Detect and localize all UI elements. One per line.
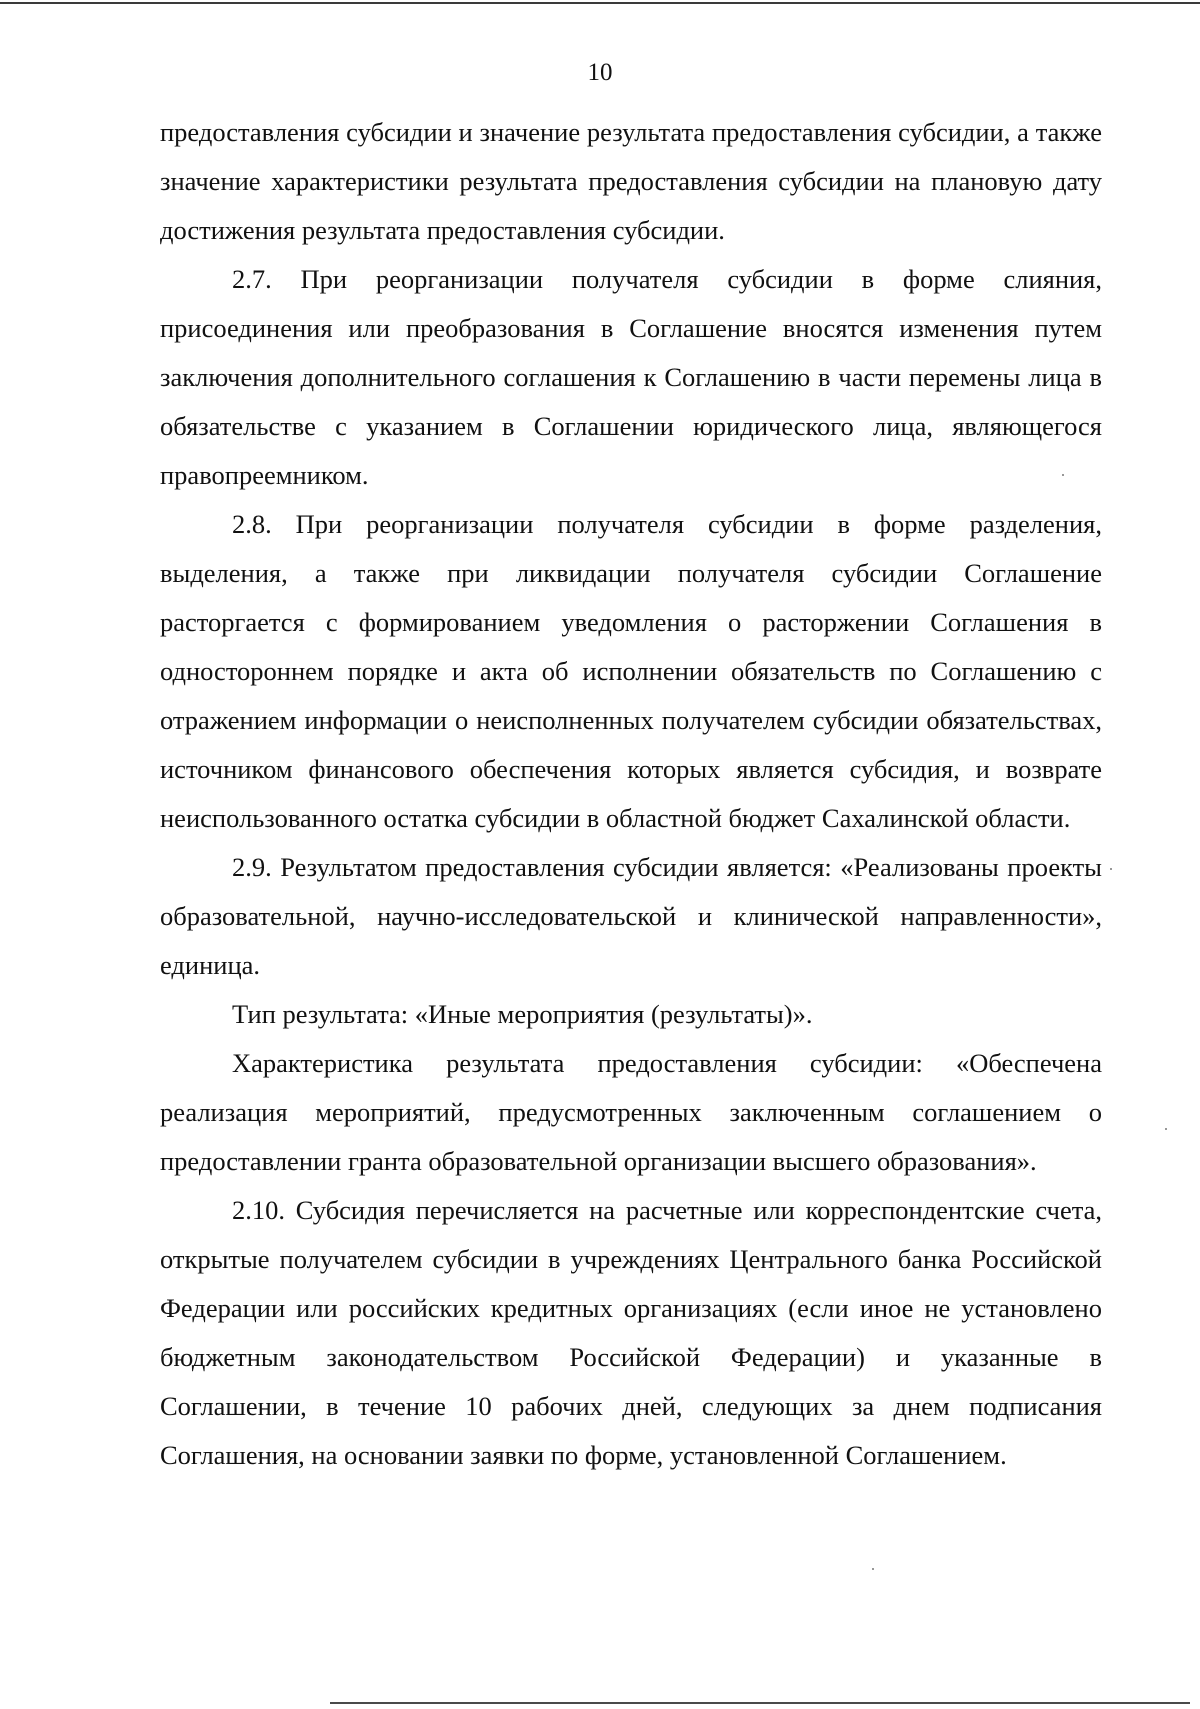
- page-number: 10: [587, 59, 613, 86]
- paragraph-continuation: предоставления субсидии и значение результата предоставления субсидии, а также значение характеристики результата предоставления субсидии на плановую дату достижения результата предоставления субсидии.: [160, 117, 1102, 245]
- paragraph-clause-2-10: 2.10. Субсидия перечисляется на расчетные или корреспондентские счета, открытые получателем субсидии в учреждениях Центрального банка Российской Федерации или российских кредитных организациях (если иное не установлено бюджетным законодательством Российской Федерации) и указанные в Соглашении, в течение 10 рабочих дней, следующих за днем подписания Соглашения, на основании заявки по форме, установленной Соглашением.: [160, 1195, 1102, 1470]
- top-scan-edge: [0, 2, 1200, 4]
- scan-speck: [1110, 868, 1112, 870]
- paragraph-clause-2-9: 2.9. Результатом предоставления субсидии является: «Реализованы проекты образовательной, научно-исследовательской и клинической направленности», единица.: [160, 852, 1102, 980]
- scan-speck: [872, 1568, 874, 1570]
- paragraph-clause-2-7: 2.7. При реорганизации получателя субсидии в форме слияния, присоединения или преобразования в Соглашение вносятся изменения путем заключения дополнительного соглашения к Соглашению в части перемены лица в обязательстве с указанием в Соглашении юридического лица, являющегося правопреемником.: [160, 264, 1102, 490]
- paragraph-clause-2-8: 2.8. При реорганизации получателя субсидии в форме разделения, выделения, а также при ликвидации получателя субсидии Соглашение расторгается с формированием уведомления о расторжении Соглашения в одностороннем порядке и акта об исполнении обязательств по Соглашению с отражением информации о неисполненных получателем субсидии обязательствах, источником финансового обеспечения которых является субсидия, и возврате неиспользованного остатка субсидии в областной бюджет Сахалинской области.: [160, 509, 1102, 833]
- scan-speck: [1165, 1128, 1167, 1130]
- paragraph-result-type: Тип результата: «Иные мероприятия (результаты)».: [232, 999, 813, 1029]
- document-body: [160, 108, 1102, 1480]
- paragraph-result-characteristic: Характеристика результата предоставления субсидии: «Обеспечена реализация мероприятий, предусмотренных заключенным соглашением о предоставлении гранта образовательной организации высшего образования».: [160, 1048, 1102, 1176]
- scan-speck: [1062, 474, 1064, 476]
- bottom-scan-edge: [330, 1702, 1190, 1704]
